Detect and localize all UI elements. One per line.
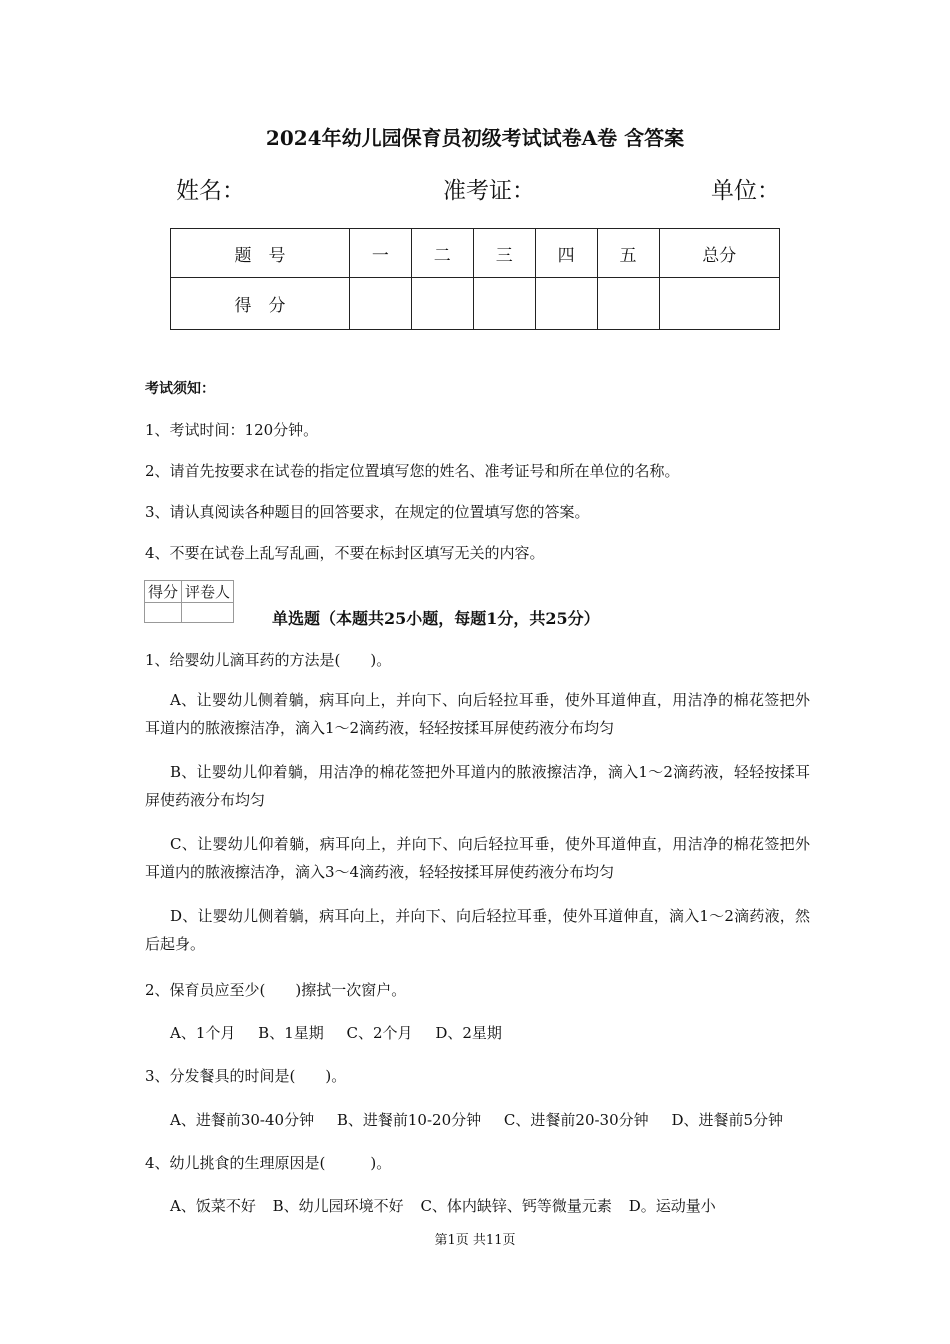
question-options-row <box>170 1109 783 1130</box>
question-option: D、2星期 <box>435 1024 502 1042</box>
question-option: C、2个月 <box>346 1024 413 1042</box>
notice-heading: 考试须知： <box>145 381 215 397</box>
question-option: B、让婴幼儿仰着躺，用洁净的棉花签把外耳道内的脓液擦洁净，滴入1～2滴药液，轻轻按揉耳屏使药液分布均匀 <box>145 763 810 809</box>
score-header-cell: 题 号 <box>171 229 350 278</box>
question-option: A、1个月 <box>170 1024 236 1042</box>
section-title: 单选题（本题共25小题，每题1分，共25分） <box>272 609 600 628</box>
page-title: 2024年幼儿园保育员初级考试试卷A卷 含答案 <box>265 126 685 150</box>
notice-item: 2、请首先按要求在试卷的指定位置填写您的姓名、准考证号和所在单位的名称。 <box>145 462 680 480</box>
score-header-cell: 四 <box>535 229 597 278</box>
question-option: C、进餐前20-30分钟 <box>503 1111 649 1129</box>
score-cell <box>659 278 779 330</box>
grader-score-cell <box>145 603 182 623</box>
notice-item: 4、不要在试卷上乱写乱画，不要在标封区填写无关的内容。 <box>145 544 545 562</box>
score-header-cell: 一 <box>349 229 411 278</box>
score-header-cell: 五 <box>597 229 659 278</box>
question-option: A、让婴幼儿侧着躺，病耳向上，并向下、向后轻拉耳垂，使外耳道伸直，用洁净的棉花签把外耳道内的脓液擦洁净，滴入1～2滴药液，轻轻按揉耳屏使药液分布均匀 <box>145 691 810 737</box>
score-row-label: 得 分 <box>171 278 350 330</box>
notice-item: 1、考试时间：120分钟。 <box>145 421 319 439</box>
exam-id-field-label: 准考证： <box>443 178 535 204</box>
question-option: A、饭菜不好 <box>170 1197 256 1215</box>
question-stem: 1、给婴幼儿滴耳药的方法是( )。 <box>145 651 392 669</box>
score-cell <box>597 278 659 330</box>
grader-name-cell <box>182 603 234 623</box>
question-option: D、让婴幼儿侧着躺，病耳向上，并向下、向后轻拉耳垂，使外耳道伸直，滴入1～2滴药液，然后起身。 <box>145 907 810 953</box>
question-option: D、进餐前5分钟 <box>671 1111 784 1129</box>
question-options-row <box>170 1195 716 1216</box>
question-option: B、进餐前10-20分钟 <box>336 1111 482 1129</box>
score-header-cell: 总分 <box>659 229 779 278</box>
score-table <box>170 228 780 330</box>
grader-name-label: 评卷人 <box>182 581 234 603</box>
notice-item: 3、请认真阅读各种题目的回答要求，在规定的位置填写您的答案。 <box>145 503 590 521</box>
question-options-row <box>170 1022 520 1043</box>
question-option: C、体内缺锌、钙等微量元素 <box>420 1197 612 1215</box>
score-cell <box>535 278 597 330</box>
grader-score-label: 得分 <box>145 581 182 603</box>
question-stem: 4、幼儿挑食的生理原因是( )。 <box>145 1154 392 1172</box>
question-stem: 2、保育员应至少( )擦拭一次窗户。 <box>145 981 407 999</box>
question-option: A、进餐前30-40分钟 <box>170 1111 315 1129</box>
score-cell <box>349 278 411 330</box>
score-table-score-row <box>171 278 780 330</box>
question-stem: 3、分发餐具的时间是( )。 <box>145 1067 347 1085</box>
question-option: C、让婴幼儿仰着躺，病耳向上，并向下、向后轻拉耳垂，使外耳道伸直，用洁净的棉花签把外耳道内的脓液擦洁净，滴入3～4滴药液，轻轻按揉耳屏使药液分布均匀 <box>145 835 810 881</box>
question-option: D。运动量小 <box>628 1197 716 1215</box>
score-cell <box>411 278 473 330</box>
score-header-cell: 三 <box>473 229 535 278</box>
score-cell <box>473 278 535 330</box>
score-table-header-row <box>171 229 780 278</box>
score-header-cell: 二 <box>411 229 473 278</box>
grader-box <box>144 580 234 623</box>
unit-field-label: 单位： <box>711 178 780 204</box>
question-option: B、1星期 <box>258 1024 324 1042</box>
name-field-label: 姓名： <box>176 178 245 204</box>
page-footer: 第1页 共11页 <box>434 1233 516 1248</box>
question-option: B、幼儿园环境不好 <box>272 1197 404 1215</box>
